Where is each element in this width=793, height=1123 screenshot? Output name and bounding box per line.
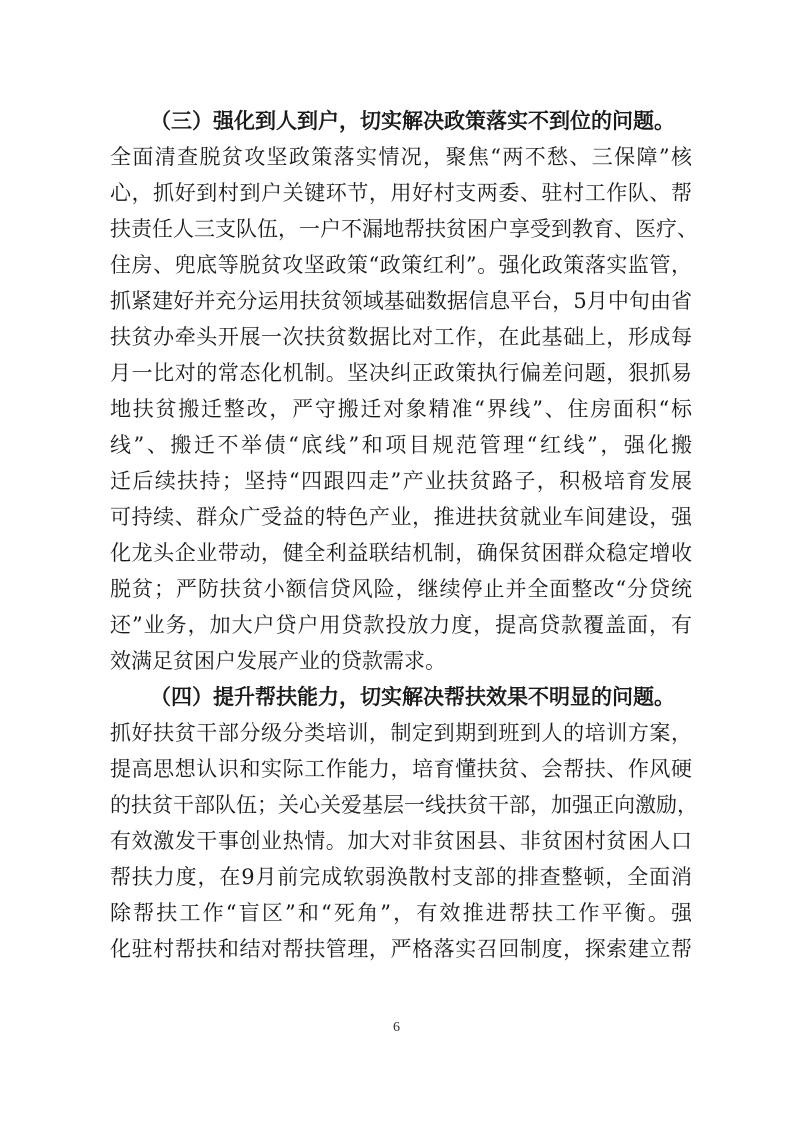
page-number: 6: [393, 1020, 400, 1035]
section-4-line: 化驻村帮扶和结对帮扶管理，严格落实召回制度，探索建立帮: [110, 937, 692, 961]
section-4-line: 提高思想认识和实际工作能力，培育懂扶贫、会帮扶、作风硬: [110, 757, 692, 781]
section-3-line: 迁后续扶持；坚持“四跟四走”产业扶贫路子，积极培育发展: [110, 469, 692, 493]
section-3-line: 脱贫；严防扶贫小额信贷风险，继续停止并全面整改“分贷统: [110, 577, 692, 601]
section-3-line: 心，抓好到村到户关键环节，用好村支两委、驻村工作队、帮: [110, 181, 692, 205]
section-3-line: 扶责任人三支队伍，一户不漏地帮扶贫困户享受到教育、医疗、: [110, 217, 698, 241]
section-4-heading: （四）提升帮扶能力，切实解决帮扶效果不明显的问题。: [150, 685, 675, 709]
section-3-line: 效满足贫困户发展产业的贷款需求。: [110, 649, 446, 673]
section-3-line: 线”、搬迁不举债“底线”和项目规范管理“红线”，强化搬: [110, 433, 692, 457]
section-3-line: 抓紧建好并充分运用扶贫领域基础数据信息平台，5月中旬由省: [110, 289, 692, 313]
section-4-line: 的扶贫干部队伍；关心关爱基层一线扶贫干部，加强正向激励，: [110, 793, 698, 817]
section-3-line: 全面清查脱贫攻坚政策落实情况，聚焦“两不愁、三保障”核: [110, 145, 692, 169]
section-3-line: 化龙头企业带动，健全利益联结机制，确保贫困群众稳定增收: [110, 541, 692, 565]
section-3-line: 扶贫办牵头开展一次扶贫数据比对工作，在此基础上，形成每: [110, 325, 692, 349]
section-4-line: 有效激发干事创业热情。加大对非贫困县、非贫困村贫困人口: [110, 829, 692, 853]
section-3-line: 月一比对的常态化机制。坚决纠正政策执行偏差问题，狠抓易: [110, 361, 692, 385]
section-3-line: 还”业务，加大户贷户用贷款投放力度，提高贷款覆盖面，有: [110, 613, 692, 637]
section-4-line: 抓好扶贫干部分级分类培训，制定到期到班到人的培训方案，: [110, 721, 692, 745]
section-3-heading: （三）强化到人到户，切实解决政策落实不到位的问题。: [150, 109, 675, 133]
section-4-line: 除帮扶工作“盲区”和“死角”，有效推进帮扶工作平衡。强: [110, 901, 692, 925]
section-4-line: 帮扶力度，在9月前完成软弱涣散村支部的排查整顿，全面消: [110, 865, 692, 889]
section-3-line: 住房、兜底等脱贫攻坚政策“政策红利”。强化政策落实监管，: [110, 253, 692, 277]
section-3-line: 可持续、群众广受益的特色产业，推进扶贫就业车间建设，强: [110, 505, 692, 529]
section-3-line: 地扶贫搬迁整改，严守搬迁对象精准“界线”、住房面积“标: [110, 397, 692, 421]
